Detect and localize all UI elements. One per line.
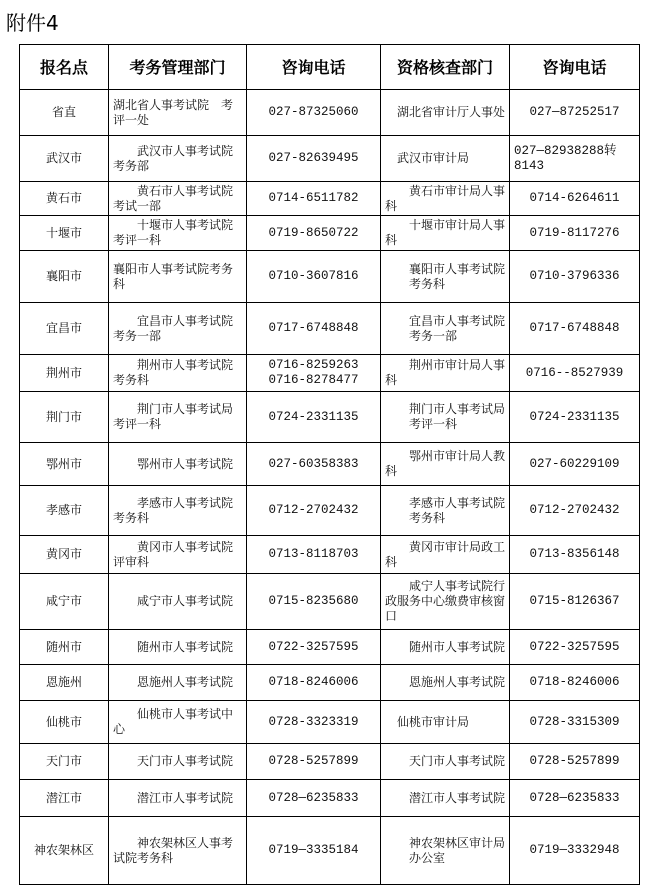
review-dept-cell: 天门市人事考试院 (381, 744, 510, 780)
exam-dept-cell: 神农架林区人事考试院考务科 (109, 817, 247, 885)
site-cell: 仙桃市 (20, 701, 109, 744)
table-row (20, 251, 640, 303)
review-phone-cell: 0714-6264611 (510, 182, 640, 216)
exam-dept-cell: 仙桃市人事考试中心 (109, 701, 247, 744)
table-row (20, 630, 640, 665)
header-exam-dept: 考务管理部门 (109, 45, 247, 90)
exam-dept-cell: 荆门市人事考试局考评一科 (109, 392, 247, 443)
exam-phone-cell: 0719—3335184 (247, 817, 381, 885)
review-dept-cell: 咸宁人事考试院行政服务中心缴费审核窗口 (381, 574, 510, 630)
review-phone-cell: 0718-8246006 (510, 665, 640, 701)
review-dept-cell: 荆门市人事考试局 考评一科 (381, 392, 510, 443)
review-phone-cell: 0717-6748848 (510, 303, 640, 355)
table-row (20, 355, 640, 392)
exam-dept-cell: 武汉市人事考试院 考务部 (109, 136, 247, 182)
review-phone-cell: 0728-3315309 (510, 701, 640, 744)
site-cell: 襄阳市 (20, 251, 109, 303)
review-dept-cell: 孝感市人事考试院 考务科 (381, 486, 510, 536)
exam-dept-cell: 恩施州人事考试院 (109, 665, 247, 701)
exam-dept-cell: 十堰市人事考试院考评一科 (109, 216, 247, 251)
site-cell: 鄂州市 (20, 443, 109, 486)
exam-phone-cell: 0716-8259263 0716-8278477 (247, 355, 381, 392)
review-dept-cell: 湖北省审计厅人事处 (381, 90, 510, 136)
review-phone-cell: 0715-8126367 (510, 574, 640, 630)
table-row (20, 216, 640, 251)
table-row (20, 486, 640, 536)
header-site: 报名点 (20, 45, 109, 90)
exam-dept-cell: 鄂州市人事考试院 (109, 443, 247, 486)
exam-phone-cell: 0722-3257595 (247, 630, 381, 665)
exam-phone-cell: 0712-2702432 (247, 486, 381, 536)
site-cell: 孝感市 (20, 486, 109, 536)
exam-dept-cell: 黄石市人事考试院考试一部 (109, 182, 247, 216)
exam-dept-cell: 随州市人事考试院 (109, 630, 247, 665)
table-row (20, 182, 640, 216)
exam-dept-cell: 孝感市人事考试院考务科 (109, 486, 247, 536)
review-dept-cell: 随州市人事考试院 (381, 630, 510, 665)
review-dept-cell: 潜江市人事考试院 (381, 780, 510, 817)
review-phone-cell: 0710-3796336 (510, 251, 640, 303)
site-cell: 荆门市 (20, 392, 109, 443)
site-cell: 潜江市 (20, 780, 109, 817)
exam-phone-cell: 0717-6748848 (247, 303, 381, 355)
site-cell: 武汉市 (20, 136, 109, 182)
exam-phone-cell: 0714-6511782 (247, 182, 381, 216)
table-row (20, 574, 640, 630)
table-row (20, 303, 640, 355)
review-dept-cell: 恩施州人事考试院 (381, 665, 510, 701)
exam-dept-cell: 湖北省人事考试院 考评一处 (109, 90, 247, 136)
review-phone-cell: 0728-5257899 (510, 744, 640, 780)
review-dept-cell: 仙桃市审计局 (381, 701, 510, 744)
header-review-phone: 咨询电话 (510, 45, 640, 90)
review-phone-cell: 0728—6235833 (510, 780, 640, 817)
review-dept-cell: 宜昌市人事考试院 考务一部 (381, 303, 510, 355)
review-phone-cell: 0713-8356148 (510, 536, 640, 574)
exam-phone-cell: 0710-3607816 (247, 251, 381, 303)
table-row (20, 744, 640, 780)
exam-phone-cell: 027-87325060 (247, 90, 381, 136)
review-dept-cell: 荆州市审计局人事科 (381, 355, 510, 392)
site-cell: 十堰市 (20, 216, 109, 251)
exam-phone-cell: 0715-8235680 (247, 574, 381, 630)
review-phone-cell: 0722-3257595 (510, 630, 640, 665)
review-dept-cell: 十堰市审计局人事科 (381, 216, 510, 251)
table-row (20, 392, 640, 443)
site-cell: 宜昌市 (20, 303, 109, 355)
contact-table (19, 44, 640, 885)
review-dept-cell: 襄阳市人事考试院 考务科 (381, 251, 510, 303)
review-dept-cell: 神农架林区审计局 办公室 (381, 817, 510, 885)
exam-dept-cell: 襄阳市人事考试院考务科 (109, 251, 247, 303)
site-cell: 随州市 (20, 630, 109, 665)
site-cell: 荆州市 (20, 355, 109, 392)
exam-dept-cell: 荆州市人事考试院考务科 (109, 355, 247, 392)
exam-dept-cell: 天门市人事考试院 (109, 744, 247, 780)
table-row (20, 136, 640, 182)
table-row (20, 817, 640, 885)
review-phone-cell: 0712-2702432 (510, 486, 640, 536)
review-phone-cell: 0716--8527939 (510, 355, 640, 392)
exam-phone-cell: 0713-8118703 (247, 536, 381, 574)
review-phone-cell: 027-60229109 (510, 443, 640, 486)
exam-dept-cell: 咸宁市人事考试院 (109, 574, 247, 630)
exam-phone-cell: 0718-8246006 (247, 665, 381, 701)
review-phone-cell: 027—87252517 (510, 90, 640, 136)
table-row (20, 536, 640, 574)
review-dept-cell: 武汉市审计局 (381, 136, 510, 182)
exam-phone-cell: 0728-3323319 (247, 701, 381, 744)
exam-phone-cell: 0719-8650722 (247, 216, 381, 251)
table-row (20, 443, 640, 486)
site-cell: 神农架林区 (20, 817, 109, 885)
site-cell: 黄冈市 (20, 536, 109, 574)
review-phone-cell: 0724-2331135 (510, 392, 640, 443)
review-dept-cell: 黄冈市审计局政工科 (381, 536, 510, 574)
exam-dept-cell: 潜江市人事考试院 (109, 780, 247, 817)
exam-phone-cell: 0728-5257899 (247, 744, 381, 780)
header-row (20, 45, 640, 90)
header-exam-phone: 咨询电话 (247, 45, 381, 90)
site-cell: 黄石市 (20, 182, 109, 216)
exam-phone-cell: 027-82639495 (247, 136, 381, 182)
review-phone-cell: 0719-8117276 (510, 216, 640, 251)
site-cell: 省直 (20, 90, 109, 136)
exam-dept-cell: 宜昌市人事考试院 考务一部 (109, 303, 247, 355)
review-dept-cell: 黄石市审计局人事科 (381, 182, 510, 216)
attachment-label: 附件4 (6, 11, 59, 35)
table-body (20, 90, 640, 885)
exam-phone-cell: 0724-2331135 (247, 392, 381, 443)
exam-phone-cell: 027-60358383 (247, 443, 381, 486)
site-cell: 天门市 (20, 744, 109, 780)
table-row (20, 90, 640, 136)
table-row (20, 780, 640, 817)
review-phone-cell: 027—82938288转8143 (510, 136, 640, 182)
header-review-dept: 资格核查部门 (381, 45, 510, 90)
exam-phone-cell: 0728—6235833 (247, 780, 381, 817)
table-row (20, 665, 640, 701)
site-cell: 恩施州 (20, 665, 109, 701)
review-dept-cell: 鄂州市审计局人教科 (381, 443, 510, 486)
review-phone-cell: 0719—3332948 (510, 817, 640, 885)
table-row (20, 701, 640, 744)
site-cell: 咸宁市 (20, 574, 109, 630)
exam-dept-cell: 黄冈市人事考试院评审科 (109, 536, 247, 574)
